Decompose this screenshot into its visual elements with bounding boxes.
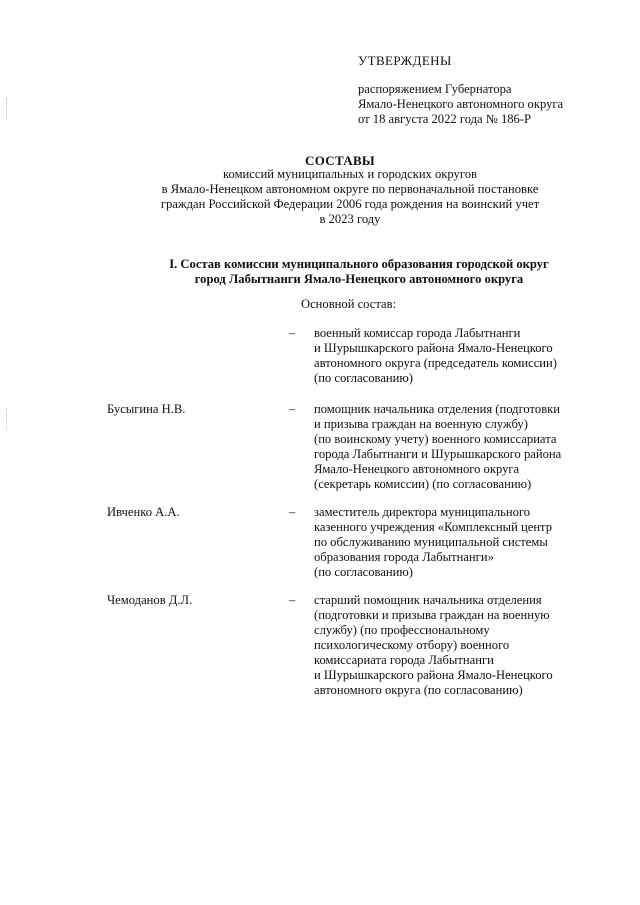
role-line: и призыва граждан на военную службу) <box>314 417 528 431</box>
decree-line: от 18 августа 2022 года № 186-Р <box>358 112 532 126</box>
role-line: по обслуживанию муниципальной системы <box>314 535 548 549</box>
document-subtitle <box>0 167 640 227</box>
role-line: старший помощник начальника отделения <box>314 593 542 607</box>
member-dash: – <box>289 326 296 340</box>
role-line: (по воинскому учету) военного комиссариата <box>314 432 557 446</box>
role-line: и Шурышкарского района Ямало-Ненецкого <box>314 668 553 682</box>
composition-label: Основной состав: <box>301 297 397 311</box>
role-line: (подготовки и призыва граждан на военную <box>314 608 550 622</box>
role-line: казенного учреждения «Комплексный центр <box>314 520 553 534</box>
scan-margin-mark <box>6 98 9 120</box>
subtitle-line: в 2023 году <box>319 212 381 226</box>
member-role <box>314 505 552 580</box>
role-line: комиссариата города Лабытнанги <box>314 653 494 667</box>
role-line: (секретарь комиссии) (по согласованию) <box>314 477 532 491</box>
decree-line: Ямало-Ненецкого автономного округа <box>358 97 564 111</box>
section-heading-line: I. Состав комиссии муниципального образования городской округ <box>169 257 549 271</box>
role-line: Ямало-Ненецкого автономного округа <box>314 462 520 476</box>
role-line: и Шурышкарского района Ямало-Ненецкого <box>314 341 553 355</box>
role-line: автономного округа (по согласованию) <box>314 683 523 697</box>
role-line: образования города Лабытнанги» <box>314 550 494 564</box>
document-title: СОСТАВЫ <box>305 153 375 168</box>
member-role <box>314 326 557 386</box>
member-name: Ивченко А.А. <box>107 505 180 519</box>
subtitle-line: граждан Российской Федерации 2006 года рождения на воинский учет <box>160 197 540 211</box>
member-dash: – <box>289 505 296 519</box>
role-line: города Лабытнанги и Шурышкарского района <box>314 447 562 461</box>
member-dash: – <box>289 402 296 416</box>
role-line: военный комиссар города Лабытнанги <box>314 326 521 340</box>
member-dash: – <box>289 593 296 607</box>
approval-stamp: УТВЕРЖДЕНЫ <box>358 53 452 68</box>
role-line: помощник начальника отделения (подготовки <box>314 402 560 416</box>
role-line: автономного округа (председатель комиссии) <box>314 356 557 370</box>
decree-reference <box>358 82 563 127</box>
role-line: службу) (по профессиональному <box>314 623 490 637</box>
section-heading-line: город Лабытнанги Ямало-Ненецкого автономного округа <box>194 272 524 286</box>
subtitle-line: комиссий муниципальных и городских округов <box>223 167 477 181</box>
member-name: Чемоданов Д.Л. <box>107 593 193 607</box>
role-line: (по согласованию) <box>314 371 414 385</box>
role-line: (по согласованию) <box>314 565 414 579</box>
member-name: Бусыгина Н.В. <box>107 402 186 416</box>
role-line: психологическому отбору) военного <box>314 638 510 652</box>
section-heading <box>0 257 640 287</box>
member-role <box>314 402 561 492</box>
member-role <box>314 593 553 698</box>
role-line: заместитель директора муниципального <box>314 505 531 519</box>
subtitle-line: в Ямало-Ненецком автономном округе по первоначальной постановке <box>161 182 539 196</box>
scan-margin-mark <box>6 408 9 430</box>
decree-line: распоряжением Губернатора <box>358 82 512 96</box>
